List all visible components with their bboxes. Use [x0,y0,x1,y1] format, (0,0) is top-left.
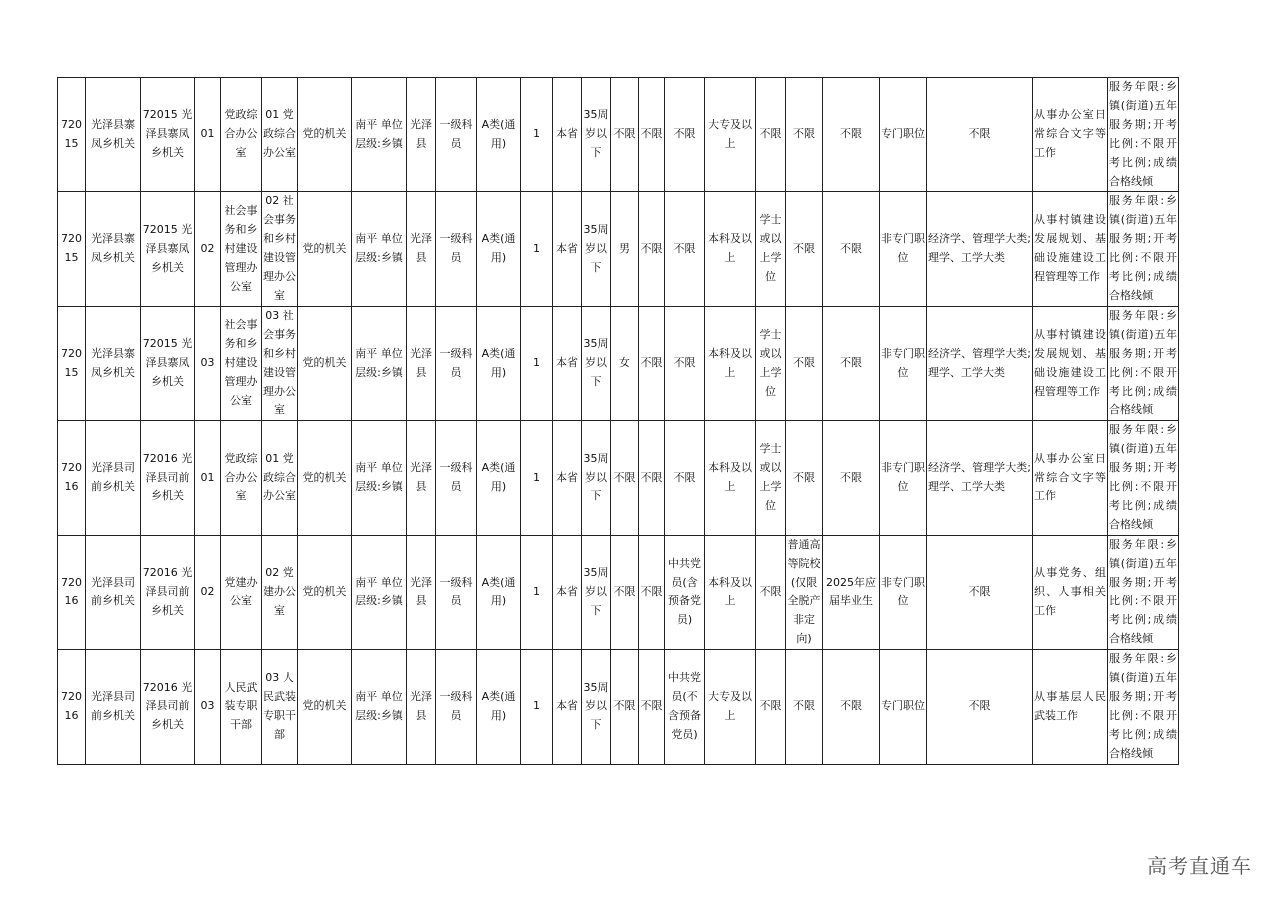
table-cell: 从事村镇建设发展规划、基础设施建设工程管理等工作 [1033,192,1108,306]
table-cell: 党政综合办公室 [221,78,262,192]
table-cell: 专门职位 [880,78,927,192]
table-cell: 不限 [927,78,1033,192]
table-cell: 72016 [58,421,86,535]
table-cell: 不限 [639,421,665,535]
table-cell: 本科及以上 [705,192,756,306]
table-cell: 01 党政综合办公室 [262,421,298,535]
table-cell: 南平 单位层级:乡镇 [352,650,407,764]
table-cell: 不限 [927,650,1033,764]
table-cell: 普通高等院校(仅限全脱产非定向) [786,535,823,649]
table-row [58,650,1179,764]
table-cell: 35周岁以下 [582,192,611,306]
table-cell: 72015 [58,78,86,192]
table-cell: 不限 [611,535,639,649]
table-cell: 经济学、管理学大类;理学、工学大类 [927,192,1033,306]
table-cell: A类(通用) [477,192,521,306]
table-cell: A类(通用) [477,650,521,764]
table-cell: 不限 [665,421,705,535]
table-cell: 35周岁以下 [582,78,611,192]
table-cell: 中共党员(含预备党员) [665,535,705,649]
table-cell: 党的机关 [298,650,352,764]
table-cell: 光泽县寨凤乡机关 [86,306,141,420]
table-cell: 1 [521,535,553,649]
table-cell: 学士或以上学位 [756,192,786,306]
table-cell: 本科及以上 [705,306,756,420]
table-cell: 72016 光泽县司前乡机关 [141,421,195,535]
table-cell: 社会事务和乡村建设管理办公室 [221,192,262,306]
table-cell: 03 [195,306,221,420]
table-cell: 从事办公室日常综合文字等工作 [1033,78,1108,192]
table-cell: 服务年限:乡镇(街道)五年服务期;开考比例:不限开考比例;成绩合格线倾 [1108,535,1179,649]
table-cell: 光泽县 [407,192,436,306]
table-cell: 72015 光泽县寨凤乡机关 [141,78,195,192]
table-cell: 03 [195,650,221,764]
table-cell: 02 社会事务和乡村建设管理办公室 [262,192,298,306]
table-cell: 从事办公室日常综合文字等工作 [1033,421,1108,535]
table-cell: 服务年限:乡镇(街道)五年服务期;开考比例:不限开考比例;成绩合格线倾 [1108,421,1179,535]
table-cell: 一级科员 [436,306,477,420]
table-cell: 不限 [823,421,880,535]
table-cell: 专门职位 [880,650,927,764]
table-cell: 72015 光泽县寨凤乡机关 [141,306,195,420]
table-cell: 1 [521,306,553,420]
table-cell: A类(通用) [477,535,521,649]
table-cell: 党的机关 [298,78,352,192]
table-cell: 不限 [611,421,639,535]
table-cell: 党政综合办公室 [221,421,262,535]
table-cell: 本省 [553,421,582,535]
table-cell: 72016 光泽县司前乡机关 [141,535,195,649]
table-cell: 光泽县寨凤乡机关 [86,192,141,306]
table-cell: 党的机关 [298,192,352,306]
table-cell: 党的机关 [298,306,352,420]
table-cell: 经济学、管理学大类;理学、工学大类 [927,306,1033,420]
table-cell: 不限 [639,650,665,764]
table-cell: 不限 [665,78,705,192]
table-cell: 2025年应届毕业生 [823,535,880,649]
table-cell: 35周岁以下 [582,421,611,535]
table-cell: 不限 [786,421,823,535]
table-cell: 党的机关 [298,421,352,535]
table-cell: 服务年限:乡镇(街道)五年服务期;开考比例:不限开考比例;成绩合格线倾 [1108,650,1179,764]
table-cell: 不限 [823,78,880,192]
table-cell: 本科及以上 [705,421,756,535]
table-cell: 学士或以上学位 [756,306,786,420]
table-cell: 党的机关 [298,535,352,649]
table-cell: 光泽县司前乡机关 [86,650,141,764]
table-cell: 非专门职位 [880,192,927,306]
table-cell: 不限 [639,192,665,306]
table-cell: 不限 [927,535,1033,649]
watermark: 高考直通车 [1147,854,1252,878]
table-cell: 不限 [786,78,823,192]
table-cell: 南平 单位层级:乡镇 [352,421,407,535]
table-cell: 南平 单位层级:乡镇 [352,78,407,192]
table-cell: 社会事务和乡村建设管理办公室 [221,306,262,420]
table-cell: 本省 [553,535,582,649]
table-cell: 本省 [553,650,582,764]
table-cell: 72016 光泽县司前乡机关 [141,650,195,764]
table-cell: 02 [195,535,221,649]
table-cell: 服务年限:乡镇(街道)五年服务期;开考比例:不限开考比例;成绩合格线倾 [1108,306,1179,420]
table-cell: 非专门职位 [880,421,927,535]
table-cell: 不限 [756,78,786,192]
table-body [58,78,1179,765]
table-cell: 01 [195,78,221,192]
table-cell: 35周岁以下 [582,306,611,420]
table-cell: 光泽县司前乡机关 [86,421,141,535]
table-cell: 03 人民武装专职干部 [262,650,298,764]
table-cell: 从事基层人民武装工作 [1033,650,1108,764]
table-cell: 1 [521,421,553,535]
table-cell: 不限 [786,306,823,420]
table-cell: 02 党建办公室 [262,535,298,649]
table-cell: 72016 [58,535,86,649]
table-cell: 女 [611,306,639,420]
job-listing-table [57,77,1179,765]
table-cell: 1 [521,650,553,764]
table-cell: 服务年限:乡镇(街道)五年服务期;开考比例:不限开考比例;成绩合格线倾 [1108,78,1179,192]
table-cell: 不限 [756,650,786,764]
table-cell: 非专门职位 [880,535,927,649]
table-cell: 不限 [786,650,823,764]
table-cell: 一级科员 [436,535,477,649]
table-cell: 一级科员 [436,650,477,764]
table-cell: 不限 [756,535,786,649]
table-cell: 72015 [58,192,86,306]
table-cell: 本省 [553,192,582,306]
table-cell: 南平 单位层级:乡镇 [352,535,407,649]
table-cell: 人民武装专职干部 [221,650,262,764]
table-cell: 01 党政综合办公室 [262,78,298,192]
table-cell: 不限 [786,192,823,306]
table-cell: 本省 [553,306,582,420]
table-cell: 学士或以上学位 [756,421,786,535]
table-cell: 1 [521,192,553,306]
table-cell: 男 [611,192,639,306]
table-cell: 光泽县 [407,421,436,535]
table-cell: 不限 [665,306,705,420]
table-row [58,421,1179,535]
table-cell: 中共党员(不含预备党员) [665,650,705,764]
table-cell: 不限 [665,192,705,306]
table-cell: 非专门职位 [880,306,927,420]
table-cell: 经济学、管理学大类;理学、工学大类 [927,421,1033,535]
table-cell: 03 社会事务和乡村建设管理办公室 [262,306,298,420]
table-cell: 大专及以上 [705,78,756,192]
table-cell: 不限 [639,535,665,649]
table-cell: 光泽县 [407,535,436,649]
table-cell: 一级科员 [436,192,477,306]
table-cell: 不限 [823,192,880,306]
table-cell: 光泽县寨凤乡机关 [86,78,141,192]
table-cell: 光泽县司前乡机关 [86,535,141,649]
table-cell: 不限 [639,306,665,420]
table-row [58,535,1179,649]
table-cell: A类(通用) [477,78,521,192]
table-cell: 不限 [611,78,639,192]
table-cell: 72016 [58,650,86,764]
table-cell: 南平 单位层级:乡镇 [352,192,407,306]
table-cell: 一级科员 [436,78,477,192]
table-cell: 1 [521,78,553,192]
table-cell: 本省 [553,78,582,192]
table-row [58,192,1179,306]
table-cell: 02 [195,192,221,306]
table-cell: 72015 [58,306,86,420]
table-cell: 从事村镇建设发展规划、基础设施建设工程管理等工作 [1033,306,1108,420]
table-cell: 不限 [823,650,880,764]
table-cell: 不限 [823,306,880,420]
table-cell: 从事党务、组织、人事相关工作 [1033,535,1108,649]
table-cell: 不限 [639,78,665,192]
table-cell: A类(通用) [477,421,521,535]
table-cell: 35周岁以下 [582,535,611,649]
table-cell: 一级科员 [436,421,477,535]
table-cell: 党建办公室 [221,535,262,649]
table-cell: 01 [195,421,221,535]
table-cell: A类(通用) [477,306,521,420]
table-cell: 大专及以上 [705,650,756,764]
table-cell: 不限 [611,650,639,764]
table-row [58,306,1179,420]
table-cell: 服务年限:乡镇(街道)五年服务期;开考比例:不限开考比例;成绩合格线倾 [1108,192,1179,306]
table-cell: 35周岁以下 [582,650,611,764]
table-cell: 光泽县 [407,306,436,420]
table-cell: 本科及以上 [705,535,756,649]
table-cell: 南平 单位层级:乡镇 [352,306,407,420]
table-cell: 光泽县 [407,78,436,192]
table-row [58,78,1179,192]
table-cell: 72015 光泽县寨凤乡机关 [141,192,195,306]
table-cell: 光泽县 [407,650,436,764]
